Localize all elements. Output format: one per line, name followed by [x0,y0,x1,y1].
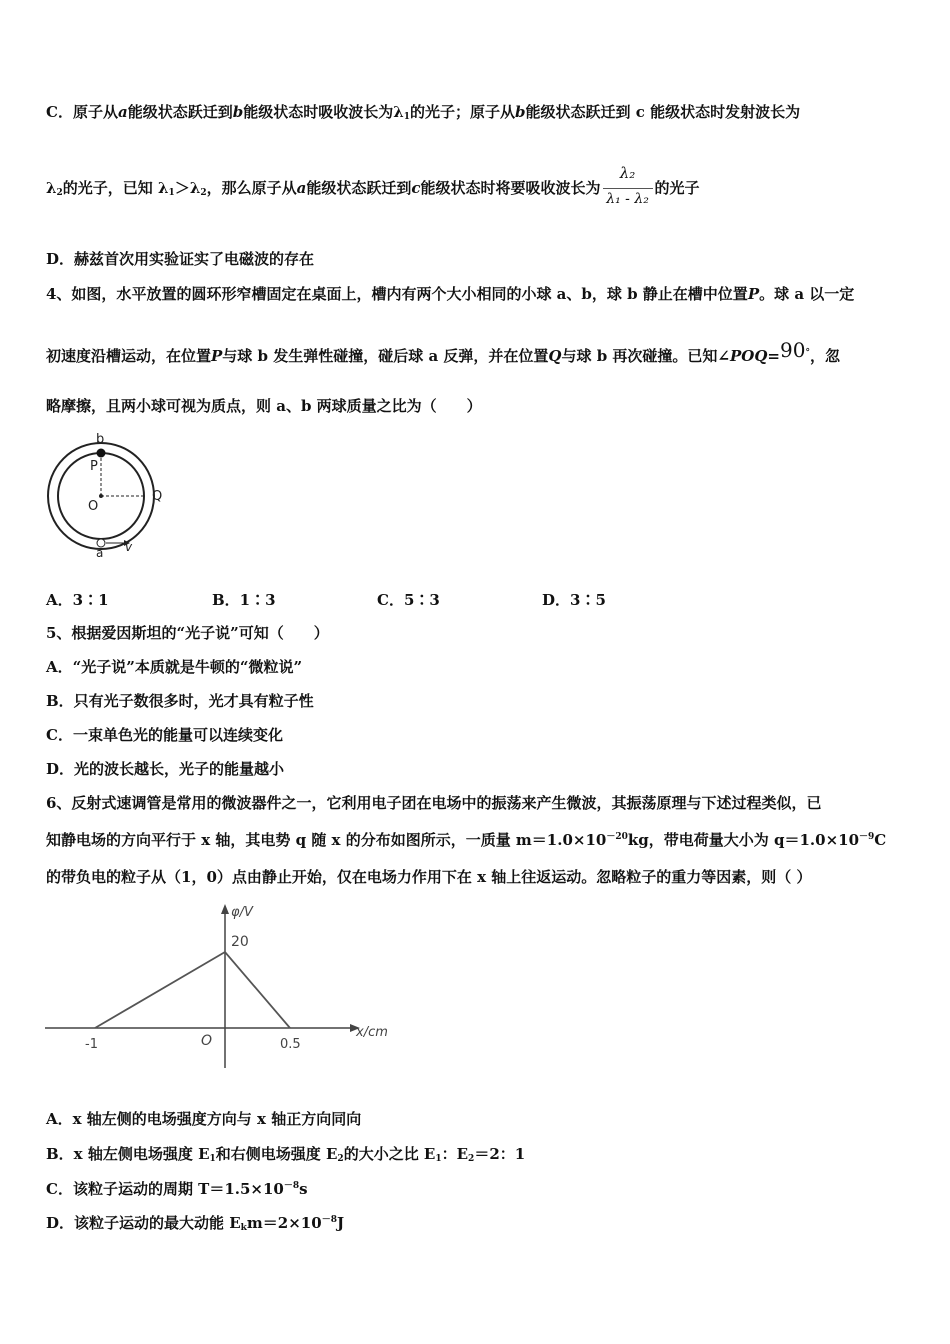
label-o: O [88,499,99,514]
q5-option-c[interactable]: C．一束单色光的能量可以连续变化 [46,726,283,744]
potential-chart [40,898,400,1073]
q5-stem: 5、根据爱因斯坦的“光子说”可知（ ） [46,624,329,642]
q4-stem-line3: 略摩擦，且两小球可视为质点，则 a、b 两球质量之比为（ ） [46,397,482,415]
origin-label: O [201,1033,213,1049]
q4-option-d[interactable]: D．3∶5 [542,591,606,609]
q3-option-d: D．赫兹首次用实验证实了电磁波的存在 [46,250,315,268]
q3-option-c-line2: $\lambda_2$的光子，已知 $\lambda_1>\lambda_2$，那么原子从a能级状态跃迁到c能级状态时将要吸收波长为 $\frac{\text{λ₂}}{\text{λ₁ - λ₂}}$ 的光子 [46,164,700,214]
wavelength-fraction: $\frac{\text{λ₂}}{\text{λ₁ - λ₂}}$ [601,164,655,214]
x-tick-label-neg1: -1 [85,1037,98,1052]
q5-option-b[interactable]: B．只有光子数很多时，光才具有粒子性 [46,692,314,710]
q4-stem-line1: 4、如图，水平放置的圆环形窄槽固定在桌面上，槽内有两个大小相同的小球 a、b，球 b 静止在槽中位置P。球 a 以一定 [46,285,855,303]
q6-stem-line3: 的带负电的粒子从（1，0）点由静止开始，仅在电场力作用下在 x 轴上往返运动。忽略粒子的重力等因素，则（ ） [46,868,812,886]
q6-stem-line2: 知静电场的方向平行于 x 轴，其电势 q 随 x 的分布如图所示，一质量 $m=1.0\times 10^{-20}kg$，带电荷量大小为 $q=1.0\times 10^{-9}C$ [46,831,887,849]
x-tick-label-0-5: 0.5 [280,1037,301,1052]
q5-option-d[interactable]: D．光的波长越长，光子的能量越小 [46,760,285,778]
q6-stem-line1: 6、反射式速调管是常用的微波器件之一，它利用电子团在电场中的振荡来产生微波，其振荡原理与下述过程类似，已 [46,794,822,812]
label-q: Q [152,489,163,504]
label-p: P [90,459,98,474]
q5-option-a[interactable]: A．“光子说”本质就是牛顿的“微粒说” [46,658,303,676]
q6-option-c[interactable]: C．该粒子运动的周期 $T=1.5\times 10^{-8}s$ [46,1180,308,1198]
q6-option-b[interactable]: B．x 轴左侧电场强度 $E_1$和右侧电场强度 $E_2$的大小之比 $E_1$：$E_2=2$：1 [46,1145,526,1164]
label-b: b [96,432,105,447]
q6-option-a[interactable]: A．x 轴左侧的电场强度方向与 x 轴正方向同向 [46,1110,362,1128]
label-v: v [125,540,133,554]
q4-option-c[interactable]: C．5∶3 [377,591,440,609]
q4-stem-line2: 初速度沿槽运动，在位置P与球 b 发生弹性碰撞，碰后球 a 反弹，并在位置Q与球 b 再次碰撞。已知∠POQ=90°，忽 [46,338,840,365]
y-axis-arrowhead [221,904,229,914]
y-tick-label-20: 20 [231,934,249,950]
q4-option-b[interactable]: B．1∶3 [212,591,276,609]
q6-option-d[interactable]: D．该粒子运动的最大动能 $E_km=2\times 10^{-8}J$ [46,1214,345,1233]
label-a: a [96,546,104,560]
center-point [99,494,103,498]
y-axis-label: φ/V [231,905,253,920]
x-axis-label: x/cm [356,1025,388,1040]
ring-groove-figure [46,430,176,560]
potential-line [95,952,290,1028]
q3-option-c-line1: C．原子从a能级状态跃迁到b能级状态时吸收波长为$\lambda_1$的光子；原子从b能级状态跃迁到 c 能级状态时发射波长为 [46,103,801,122]
ball-b [97,449,106,458]
q4-option-a[interactable]: A．3∶1 [46,591,109,609]
